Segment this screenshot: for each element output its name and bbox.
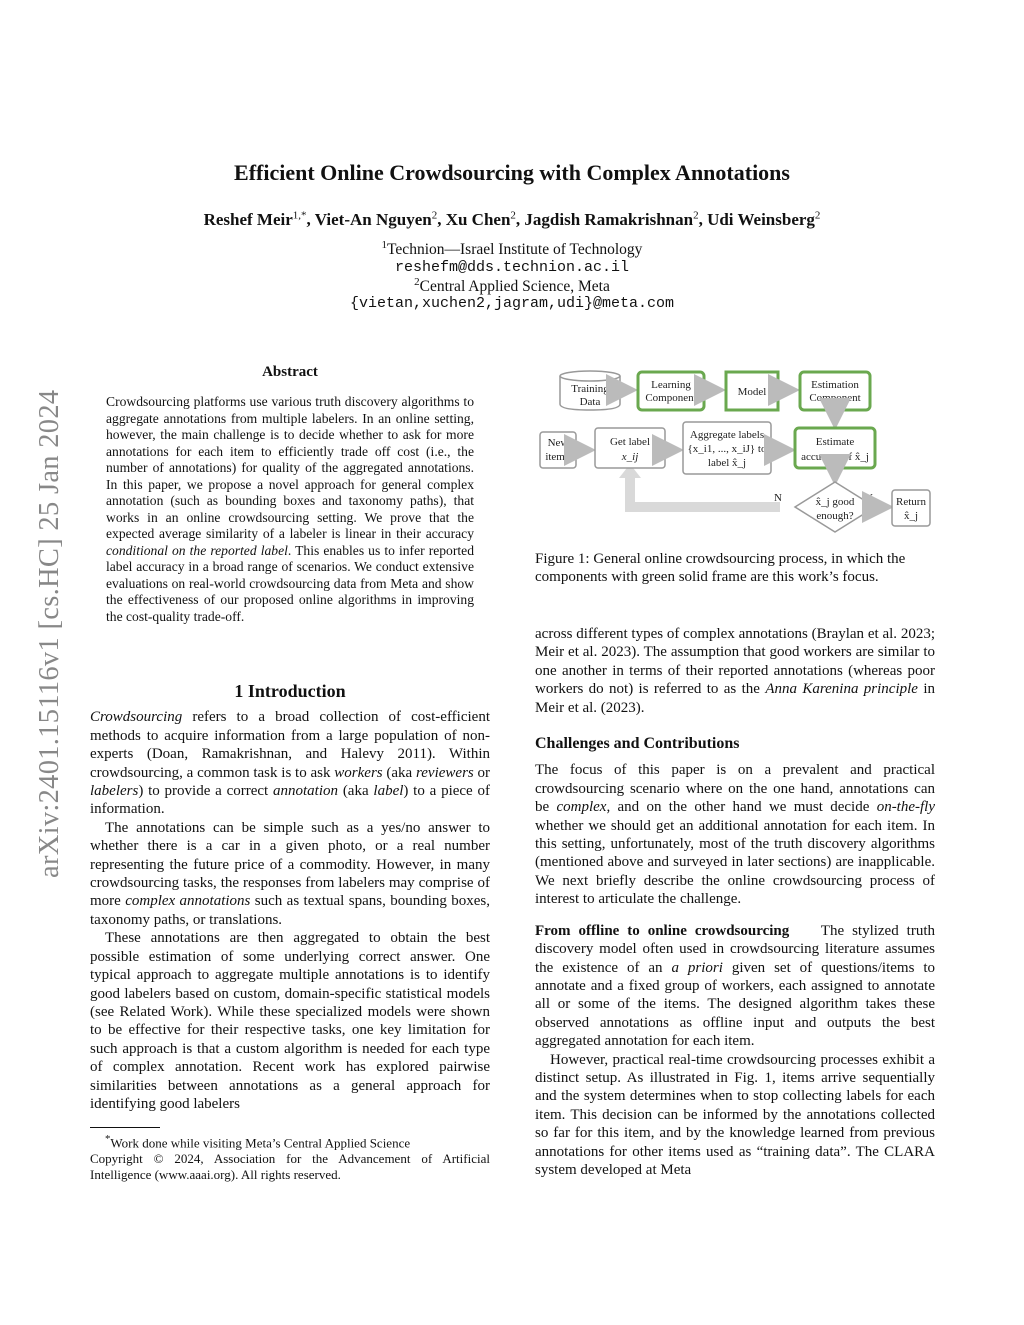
intro-heading: 1 Introduction [234,681,346,701]
right-column [535,625,935,1179]
affiliation-1: $^1$Technion—Israel Institute of Technology [381,239,643,259]
footnote: *Work done while visiting Meta’s Central Applied Science Copyright © 2024, Association for the Advancement of Artificial Intelligence (www.aaai.org). All rights reserved. [90,1133,490,1183]
estimation-component-box [800,372,870,410]
aggregate-label-2: {x_i1, ..., x_iJ} to [687,443,767,455]
aggregate-label-3: label x̂_j [707,457,747,469]
get-label-box [595,428,665,468]
author-name: Jagdish Ramakrishnan$^2$ [524,209,699,229]
abstract-section [90,364,490,625]
estimation-label-1: Estimation [811,379,859,391]
offline-online-heading: From offline to online crowdsourcing [535,922,790,939]
arxiv-identifier: arXiv:2401.15116v1 [cs.HC] 25 Jan 2024 [34,389,65,878]
return-label-1: Return [896,496,926,508]
get-label-label-1: Get label [609,436,651,448]
return-label-2: x̂_j [903,510,919,522]
decision-label-1: x̂_j good [815,496,855,508]
abstract-heading: Abstract [262,364,318,380]
new-item-label-2: item j [545,451,571,463]
right-paragraph-1: across different types of complex annotations (Braylan et al. 2023; Meir et al. 2023). The assumption that good workers are similar to one another in terms of their reported annotations (whereas poor workers do not) is referred to as the Anna Karenina principle in Meir et al. (2023). [535,626,935,716]
right-paragraph-2: The focus of this paper is on a prevalent and practical crowdsourcing scenario where on the one hand, annotations can be complex, and on the other hand we must decide on-the-fly whether we should get an additional annotation for each item. In this setting, unfortunately, most of the truth discovery algorithms (mentioned above and surveyed in later sections) are inapplicable. We next briefly describe the online crowdsourcing process of interest to articulate the challenge. [535,762,935,908]
estimate-label-1: Estimate [815,436,855,448]
training-label-1: Training [571,383,609,395]
footnote-rule [90,1127,160,1128]
author-name: Xu Chen$^2$ [445,209,516,229]
estimate-accuracy-box [795,428,875,468]
model-box [726,372,778,410]
model-label: Model [737,386,767,398]
training-data-box [560,371,620,410]
estimation-label-2: Component [809,392,861,404]
abstract-text: Crowdsourcing platforms use various truth discovery algorithms to aggregate annotations from multiple labelers. In an online setting, however, the main challenge is to decide whether to ask for more annotations for each item to efficiently trade off cost (i.e., the number of annotations) for quality of the aggregated annotations. In this paper, we propose a novel approach for general complex annotation (such as bounding boxes and taxonomy paths), that works in an online crowdsourcing setting. We prove that the expected average similarity of a labeler is linear in their accuracy conditional on the reported label. This enables us to infer reported label accuracy in a broad range of scenarios. We conduct extensive evaluations on real-world crowdsourcing data from Meta and show the effectiveness of our proposed online algorithms in improving the cost-quality trade-off. [106,394,474,624]
challenges-heading: Challenges and Contributions [535,735,740,753]
aggregate-label-1: Aggregate labels [689,429,765,441]
email-2: {vietan,xuchen2,jagram,udi}@meta.com [349,295,675,312]
author-name: Reshef Meir$^{1,*}$ [203,209,307,229]
author-name: Udi Weinsberg$^2$ [707,209,821,229]
figure-1-caption: Figure 1: General online crowdsourcing process, in which the components with green solid frame are this work’s focus. [535,551,906,586]
right-paragraph-3: From offline to online crowdsourcing The stylized truth discovery model often used in crowdsourcing literature assumes the existence of an a priori given set of questions/items to annotate and a fixed group of workers, each assigned to annotate all or some of the items. The designed algorithm takes these observed annotations as offline input and outputs the best aggregated annotation for each item. [535,922,935,1050]
right-paragraph-4: However, practical real-time crowdsourcing processes exhibit a distinct setup. As illustrated in Fig. 1, items arrive sequentially and the system determines when to stop collecting labels for each item. This decision can be informed by the annotations collected so far for this item, and by the knowledge learned from previous annotations for other items used as “training data”. The CLARA system developed at Meta [535,1051,935,1178]
no-label: N [774,492,782,504]
figure-1-diagram [530,362,940,537]
intro-section [90,682,490,1113]
estimate-label-2: accuracy of x̂_j [801,451,869,463]
paper-title: Efficient Online Crowdsourcing with Complex Annotations [234,160,790,185]
new-item-box [540,432,576,468]
intro-paragraph-1: Crowdsourcing refers to a broad collection of cost-efficient methods to acquire information from a large population of non-experts (Doan, Ramakrishnan, and Halevy 2011). Within crowdsourcing, a common task is to ask workers (aka reviewers or labelers) to provide a correct annotation (aka label) to a piece of information. [90,709,491,818]
aggregate-labels-box [683,422,771,474]
author-name: Viet-An Nguyen$^2$ [314,209,438,229]
get-label-label-2: x_ij [621,451,639,463]
decision-diamond [795,482,875,532]
decision-label-2: enough? [816,510,854,522]
learning-label-2: Component [645,392,697,404]
new-item-label-1: New [547,437,569,449]
feedback-arrow [630,474,780,507]
yes-label: Y [865,492,873,504]
email-1: reshefm@dds.technion.ac.il [394,259,630,276]
author-list: Reshef Meir$^{1,*}$, Viet-An Nguyen$^2$, Xu Chen$^2$, Jagdish Ramakrishnan$^2$, Udi Weinsberg$^2$ [203,209,821,229]
return-box [892,490,930,526]
learning-component-box [638,372,704,410]
affiliation-2: $^2$Central Applied Science, Meta [414,276,610,296]
learning-label-1: Learning [651,379,691,391]
intro-paragraph-3: These annotations are then aggregated to obtain the best possible estimation of some underlying correct answer. One typical approach to aggregate multiple annotations is to identify good labelers based on custom, domain-specific statistical models (see Related Work). While these specialized models were shown to be effective for their respective tasks, one key limitation for such approach is that a custom algorithm is needed for each type of complex annotation. Recent work has explored pairwise similarities between annotations as a general approach for identifying good labelers [90,930,490,1112]
intro-paragraph-2: The annotations can be simple such as a yes/no answer to whether there is a car in a given photo, or a real number representing the future price of a commodity. However, in many crowdsourcing tasks, the responses from labelers may comprise of more complex annotations such as textual spans, bounding boxes, taxonomy paths, or translations. [90,819,490,928]
training-label-2: Data [579,396,601,408]
